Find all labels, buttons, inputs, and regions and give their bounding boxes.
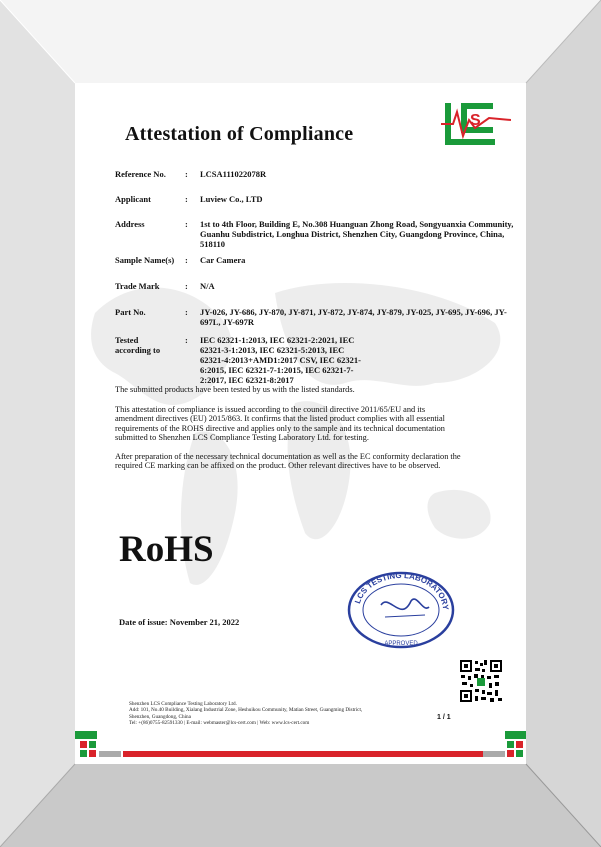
footer-address: Add: 101, No.40 Building, Xialang Industrial Zone, Heshuikou Community, Matian Street, Guangming District, bbox=[129, 707, 363, 714]
field-label: Trade Mark bbox=[115, 281, 160, 291]
field-label: Applicant bbox=[115, 194, 151, 204]
field-value: 1st to 4th Floor, Building E, No.308 Huanguan Zhong Road, Songyuanxia Community, Guanhu Subdistrict, Longhua District, Shenzhen City, Guangdong Province, China, 518110 bbox=[200, 219, 514, 249]
stamp-bottom-text: APPROVED bbox=[384, 641, 418, 647]
document-title: Attestation of Compliance bbox=[125, 123, 354, 145]
field-value: LCSA111022078R bbox=[200, 169, 267, 179]
date-of-issue: Date of issue: November 21, 2022 bbox=[119, 617, 240, 627]
field-colon: : bbox=[185, 194, 188, 204]
attestation-paragraph: This attestation of compliance is issued according to the council directive 2011/65/EU and its amendment directives (EU) 2015/863. It confirms that the listed product complies with all essential requirements of the ROHS directive and applies only to the sample and its technical documentation submitted to Shenzhen LCS Compliance Testing Laboratory Ltd. for testing. bbox=[115, 405, 445, 443]
field-label: Tested according to bbox=[115, 335, 161, 355]
footer-lab-name: Shenzhen LCS Compliance Testing Laboratory Ltd. bbox=[129, 701, 237, 707]
footer-city: Shenzhen, Guangdong, China bbox=[129, 713, 191, 720]
field-label: Address bbox=[115, 219, 145, 229]
rohs-mark: RoHS bbox=[119, 529, 214, 570]
tested-note: The submitted products have been tested by us with the listed standards. bbox=[115, 385, 355, 394]
field-colon: : bbox=[185, 307, 188, 317]
field-value: IEC 62321-1:2013, IEC 62321-2:2021, IEC 62321-3-1:2013, IEC 62321-5:2013, IEC 62321-4:2013+AMD1:2017 CSV, IEC 62321-6:2015, IEC 62321-7-1:2015, IEC 62321-7-2:2017, IEC 62321-8:2017 bbox=[200, 335, 361, 385]
field-colon: : bbox=[185, 281, 188, 291]
page-number: 1 / 1 bbox=[437, 714, 451, 721]
field-colon: : bbox=[185, 169, 188, 179]
field-colon: : bbox=[185, 335, 188, 345]
field-value: JY-026, JY-686, JY-870, JY-871, JY-872, JY-874, JY-879, JY-025, JY-695, JY-696, JY-697L, JY-697R bbox=[200, 307, 507, 327]
decorative-color-bar bbox=[75, 729, 526, 764]
field-label: Part No. bbox=[115, 307, 146, 317]
footer-contact: Tel: +(86)0755-82591330 | E-mail: webmaster@lcs-cert.com | Web: www.lcs-cert.com bbox=[129, 719, 310, 726]
field-colon: : bbox=[185, 219, 188, 229]
field-value: Luview Co., LTD bbox=[200, 194, 263, 204]
certificate-paper bbox=[75, 83, 526, 764]
field-label: Sample Name(s) bbox=[115, 255, 175, 265]
stamp-text: LCS TESTING LABORATORY bbox=[353, 570, 451, 611]
field-colon: : bbox=[185, 255, 188, 265]
lcs-logo bbox=[441, 100, 511, 148]
lab-footer bbox=[129, 701, 469, 726]
svg-text:LCS TESTING LABORATORY bbox=[353, 571, 450, 611]
marking-paragraph: After preparation of the necessary technical documentation as well as the EC conformity declaration the required CE marking can be affixed on the product. Other relevant directives have to be observed. bbox=[115, 452, 461, 471]
field-label: Reference No. bbox=[115, 169, 166, 179]
svg-text:S: S bbox=[470, 112, 481, 129]
approval-stamp bbox=[341, 565, 461, 650]
qr-code bbox=[459, 659, 503, 703]
field-value: N/A bbox=[200, 281, 215, 291]
field-value: Car Camera bbox=[200, 255, 246, 265]
